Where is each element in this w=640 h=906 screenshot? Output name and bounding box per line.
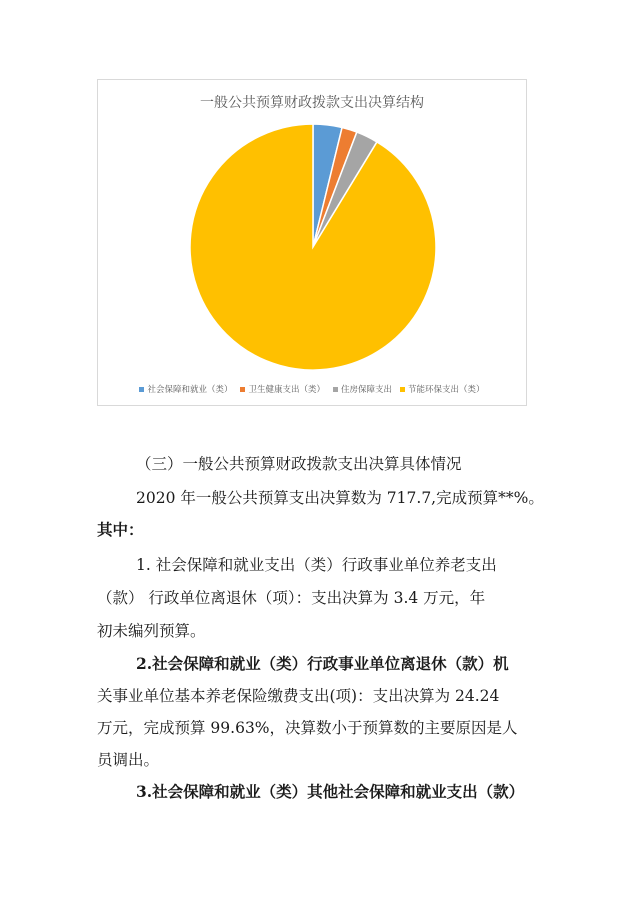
legend-label: 卫生健康支出（类） [248, 385, 325, 395]
legend-swatch [240, 387, 245, 392]
item1-line1: 1. 社会保障和就业支出（类）行政事业单位养老支出 [136, 556, 497, 574]
pie-chart [97, 79, 527, 406]
pie-chart-svg [98, 80, 528, 407]
item2-line1: 2.社会保障和就业（类）行政事业单位离退休（款）机 [136, 654, 509, 673]
qizhong-label: 其中： [97, 520, 144, 539]
legend-swatch [400, 387, 405, 392]
item2-line4: 员调出。 [97, 751, 160, 769]
legend-label: 节能环保支出（类） [408, 385, 485, 395]
legend-item-2 [240, 383, 325, 395]
legend-item-3 [333, 383, 392, 395]
legend-label: 社会保障和就业（类） [147, 385, 233, 395]
summary-line: 2020 年一般公共预算支出决算数为 717.7,完成预算**%。 [136, 489, 544, 507]
pie-slice-4 [190, 124, 436, 370]
legend-item-4 [400, 383, 485, 395]
section-heading: （三）一般公共预算财政拨款支出决算具体情况 [136, 455, 462, 473]
legend-item-1 [139, 383, 232, 395]
legend-swatch [333, 387, 338, 392]
item2-line3: 万元，完成预算 99.63%，决算数小于预算数的主要原因是人 [97, 719, 518, 737]
item1-line2: （款） 行政单位离退休（项）：支出决算为 3.4 万元，年 [97, 589, 486, 607]
chart-title: 一般公共预算财政拨款支出决算结构 [200, 95, 424, 111]
chart-legend [98, 383, 526, 395]
item3-line1: 3.社会保障和就业（类）其他社会保障和就业支出（款） [136, 782, 525, 801]
legend-label: 住房保障支出 [341, 385, 393, 395]
item1-line3: 初未编列预算。 [97, 622, 206, 640]
item2-line2: 关事业单位基本养老保险缴费支出(项)：支出决算为 24.24 [97, 687, 500, 705]
legend-swatch [139, 387, 144, 392]
